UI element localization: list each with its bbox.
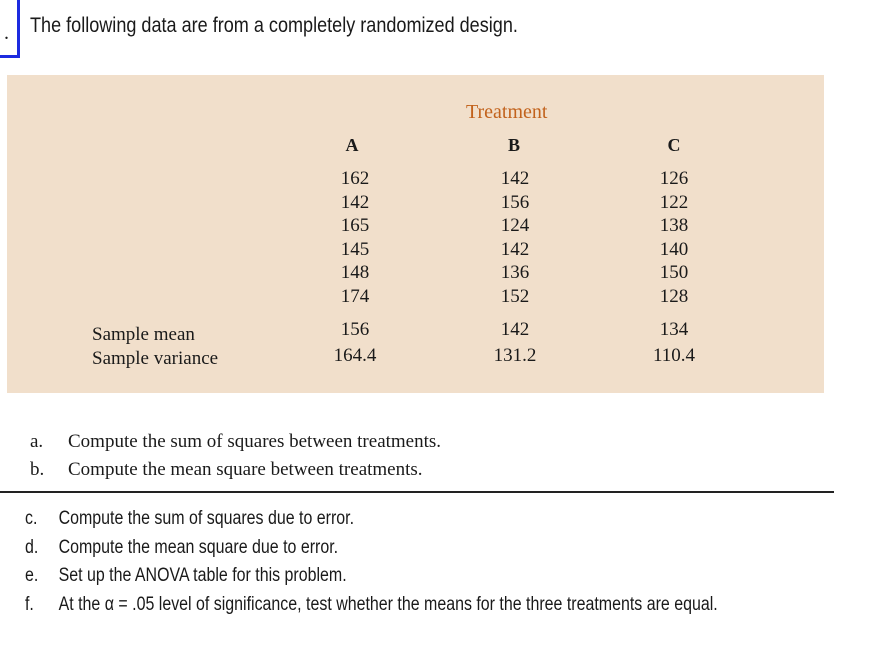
question-letter: e. (25, 565, 39, 586)
table-cell: 152 (500, 285, 530, 307)
question-text: Set up the ANOVA table for this problem. (58, 565, 347, 586)
list-item (30, 456, 441, 484)
question-text: Compute the sum of squares between treatments. (68, 431, 442, 452)
sample-mean-label: Sample mean (92, 324, 195, 345)
sample-mean-value: 142 (500, 319, 530, 340)
column-a-values (325, 167, 385, 308)
table-cell: 136 (500, 262, 530, 283)
table-cell: 128 (659, 285, 689, 307)
column-c-values (644, 167, 704, 308)
sample-mean-value: 134 (659, 319, 689, 340)
table-cell: 165 (340, 215, 370, 236)
question-letter: f. (25, 593, 34, 615)
sample-variance-value: 110.4 (652, 345, 696, 366)
list-item (25, 505, 781, 534)
table-cell: 140 (659, 238, 689, 260)
intro-text: The following data are from a completely randomized design. (30, 14, 518, 37)
table-cell: 124 (500, 215, 530, 236)
question-letter: d. (25, 536, 39, 558)
table-cell: 174 (340, 285, 370, 307)
sample-mean-value: 156 (340, 319, 370, 340)
question-letter: b. (30, 459, 45, 480)
question-letter: a. (30, 431, 44, 452)
column-header-c: C (667, 135, 681, 155)
table-cell: 142 (340, 191, 370, 213)
table-cell: 142 (500, 238, 530, 260)
data-table (7, 75, 824, 393)
column-header-a: A (345, 135, 359, 155)
column-b-values (485, 167, 545, 308)
table-cell: 138 (659, 215, 689, 236)
questions-part-2 (25, 505, 781, 619)
list-item (25, 562, 781, 591)
table-cell: 126 (659, 168, 689, 189)
question-text: Compute the mean square due to error. (58, 536, 339, 558)
sample-variance-label: Sample variance (92, 348, 219, 369)
list-item (25, 591, 781, 620)
table-cell: 142 (500, 168, 530, 189)
question-text: At the α = .05 level of significance, test whether the means for the three treatments are equal. (58, 593, 718, 615)
questions-part-1 (30, 428, 441, 484)
table-cell: 145 (340, 238, 370, 260)
question-letter: c. (25, 508, 38, 529)
question-text: Compute the sum of squares due to error. (58, 508, 355, 529)
table-cell: 156 (500, 191, 530, 213)
column-a-summary (315, 317, 395, 369)
treatment-heading: Treatment (466, 101, 548, 123)
table-cell: 122 (659, 191, 689, 213)
bullet-marker: . (4, 22, 9, 44)
section-divider (0, 491, 834, 493)
column-b-summary (475, 317, 555, 369)
column-c-summary (634, 317, 714, 369)
column-header-b: B (507, 135, 520, 155)
list-item (30, 428, 441, 456)
table-cell: 150 (659, 262, 689, 283)
sample-variance-value: 131.2 (493, 345, 537, 366)
table-cell: 148 (340, 262, 370, 283)
list-item (25, 534, 781, 563)
selection-marker (0, 0, 20, 58)
summary-row-labels (92, 323, 218, 371)
sample-variance-value: 164.4 (333, 345, 377, 366)
question-text: Compute the mean square between treatments. (68, 459, 423, 480)
table-cell: 162 (340, 168, 370, 189)
